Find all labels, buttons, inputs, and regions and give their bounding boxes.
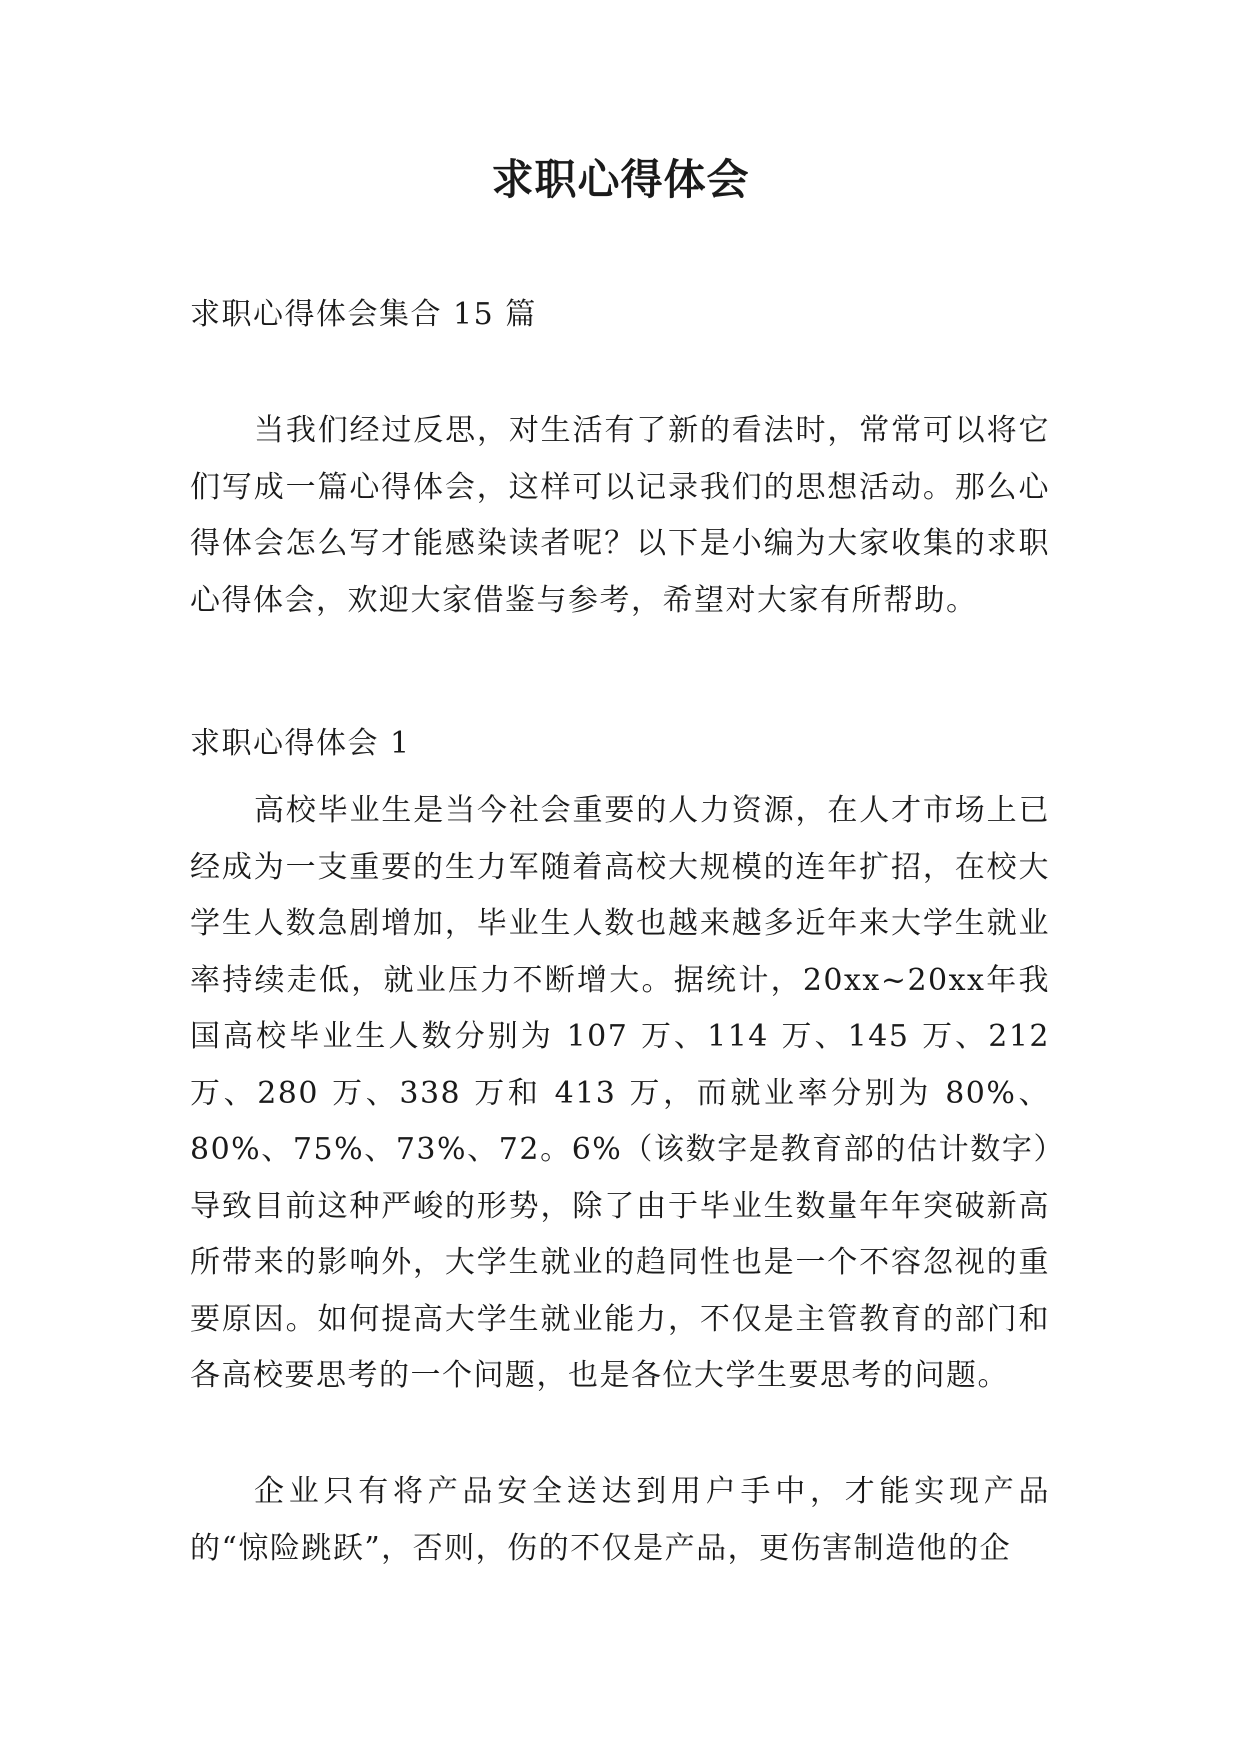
page-title: 求职心得体会 [491, 155, 750, 204]
document-subtitle: 求职心得体会集合 15 篇 [190, 297, 537, 332]
intro-paragraph: 当我们经过反思，对生活有了新的看法时，常常可以将它们写成一篇心得体会，这样可以记录我们的思想活动。那么心得体会怎么写才能感染读者呢？以下是小编为大家收集的求职心得体会，欢迎大家借鉴与参考，希望对大家有所帮助。 [190, 413, 1050, 618]
body-paragraph-1: 高校毕业生是当今社会重要的人力资源，在人才市场上已经成为一支重要的生力军随着高校大规模的连年扩招，在校大学生人数急剧增加，毕业生人数也越来越多近年来大学生就业率持续走低，就业压力不断增大。据统计，20xx~20xx年我国高校毕业生人数分别为 107 万、114 万、145 万、212 万、280 万、338 万和 413 万，而就业率分别为 80%、80%、75%、73%、72。6%（该数字是教育部的估计数字）导致目前这种严峻的形势，除了由于毕业生数量年年突破新高所带来的影响外，大学生就业的趋同性也是一个不容忽视的重要原因。如何提高大学生就业能力，不仅是主管教育的部门和各高校要思考的一个问题，也是各位大学生要思考的问题。 [190, 793, 1050, 1393]
section-heading: 求职心得体会 1 [190, 726, 411, 761]
body-paragraph-2: 企业只有将产品安全送达到用户手中，才能实现产品的“惊险跳跃”，否则，伤的不仅是产品，更伤害制造他的企 [190, 1474, 1050, 1566]
